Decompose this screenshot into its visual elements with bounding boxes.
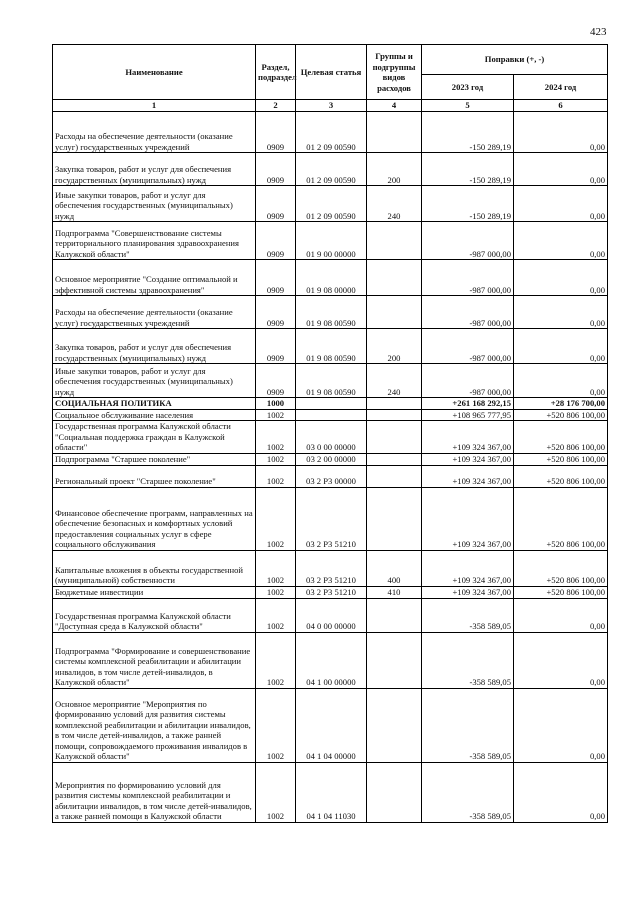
row-amount-2024: +520 806 100,00 [514, 421, 608, 454]
row-expense-group: 400 [367, 550, 422, 586]
row-section: 1002 [256, 465, 296, 487]
row-amount-2024: 0,00 [514, 222, 608, 260]
row-section: 1002 [256, 550, 296, 586]
row-name: Социальное обслуживание населения [53, 409, 256, 421]
row-amount-2024: +520 806 100,00 [514, 453, 608, 465]
row-target-article: 04 0 00 00000 [296, 598, 367, 632]
row-amount-2023: -987 000,00 [422, 364, 514, 398]
row-amount-2024: +520 806 100,00 [514, 550, 608, 586]
row-target-article: 01 9 08 00590 [296, 296, 367, 329]
row-amount-2023: -987 000,00 [422, 329, 514, 364]
budget-amendments-table [52, 44, 608, 823]
row-expense-group: 240 [367, 364, 422, 398]
row-amount-2023: -358 589,05 [422, 688, 514, 762]
row-section: 1002 [256, 688, 296, 762]
row-name: Финансовое обеспечение программ, направленных на обеспечение безопасных и комфортных условий предоставления социальных услуг в сфере социального обслуживания [53, 487, 256, 550]
row-name: Иные закупки товаров, работ и услуг для обеспечения государственных (муниципальных) нужд [53, 364, 256, 398]
row-expense-group [367, 598, 422, 632]
row-target-article [296, 398, 367, 410]
column-number: 1 [53, 100, 256, 112]
table-row [53, 421, 608, 454]
row-expense-group [367, 762, 422, 822]
row-target-article: 01 9 08 00590 [296, 364, 367, 398]
row-expense-group [367, 465, 422, 487]
row-name: Основное мероприятие "Мероприятия по формированию условий для развития системы комплексной реабилитации и абилитации инвалидов, в том числе детей-инвалидов, а также ранней помощи, сопровождаемого проживания инвалидов в Калужской области" [53, 688, 256, 762]
row-target-article: 04 1 04 11030 [296, 762, 367, 822]
row-amount-2024: 0,00 [514, 112, 608, 153]
row-amount-2024: +520 806 100,00 [514, 487, 608, 550]
row-amount-2023: -987 000,00 [422, 222, 514, 260]
header-name: Наименование [53, 45, 256, 100]
row-amount-2023: +109 324 367,00 [422, 550, 514, 586]
row-target-article: 01 9 08 00590 [296, 329, 367, 364]
row-amount-2023: -150 289,19 [422, 186, 514, 222]
row-target-article: 04 1 04 00000 [296, 688, 367, 762]
row-name: Подпрограмма "Старшее поколение" [53, 453, 256, 465]
row-section: 1000 [256, 398, 296, 410]
row-name: Иные закупки товаров, работ и услуг для обеспечения государственных (муниципальных) нужд [53, 186, 256, 222]
table-row [53, 409, 608, 421]
table-row [53, 296, 608, 329]
header-section: Раздел, подраздел [256, 45, 296, 100]
table-row [53, 598, 608, 632]
row-name: Мероприятия по формированию условий для развития системы комплексной реабилитации и абилитации инвалидов, в том числе детей-инвалидов, а также ранней помощи в Калужской области [53, 762, 256, 822]
table-row [53, 762, 608, 822]
row-expense-group: 200 [367, 153, 422, 186]
row-target-article: 03 2 P3 00000 [296, 465, 367, 487]
column-number: 6 [514, 100, 608, 112]
row-name: Государственная программа Калужской области "Социальная поддержка граждан в Калужской области" [53, 421, 256, 454]
page-number: 423 [590, 26, 607, 38]
table-row [53, 632, 608, 688]
row-expense-group [367, 688, 422, 762]
row-target-article: 03 0 00 00000 [296, 421, 367, 454]
row-amount-2024: 0,00 [514, 329, 608, 364]
row-amount-2024: 0,00 [514, 598, 608, 632]
table-row [53, 186, 608, 222]
row-section: 1002 [256, 586, 296, 598]
table-row [53, 586, 608, 598]
row-target-article: 01 2 09 00590 [296, 153, 367, 186]
row-expense-group: 410 [367, 586, 422, 598]
row-section: 0909 [256, 153, 296, 186]
row-name: Закупка товаров, работ и услуг для обеспечения государственных (муниципальных) нужд [53, 153, 256, 186]
row-expense-group [367, 222, 422, 260]
table-row [53, 688, 608, 762]
row-name: Бюджетные инвестиции [53, 586, 256, 598]
column-number: 4 [367, 100, 422, 112]
row-amount-2023: +108 965 777,95 [422, 409, 514, 421]
row-name: Основное мероприятие "Создание оптимальной и эффективной системы здравоохранения" [53, 260, 256, 296]
row-amount-2023: +109 324 367,00 [422, 586, 514, 598]
row-amount-2023: +109 324 367,00 [422, 487, 514, 550]
row-section: 0909 [256, 329, 296, 364]
row-target-article [296, 409, 367, 421]
row-name: Подпрограмма "Совершенствование системы территориального планирования здравоохранения Калужской области" [53, 222, 256, 260]
row-amount-2024: +520 806 100,00 [514, 586, 608, 598]
header-amendments: Поправки (+, -) [422, 45, 608, 75]
table-row [53, 329, 608, 364]
row-expense-group [367, 260, 422, 296]
row-amount-2023: +109 324 367,00 [422, 421, 514, 454]
table-row [53, 112, 608, 153]
row-section: 1002 [256, 762, 296, 822]
row-target-article: 04 1 00 00000 [296, 632, 367, 688]
row-section: 1002 [256, 421, 296, 454]
row-target-article: 03 2 00 00000 [296, 453, 367, 465]
row-amount-2024: 0,00 [514, 632, 608, 688]
header-year-2024: 2024 год [514, 75, 608, 100]
table-row [53, 465, 608, 487]
row-amount-2024: 0,00 [514, 186, 608, 222]
row-name: Расходы на обеспечение деятельности (оказание услуг) государственных учреждений [53, 296, 256, 329]
header-target: Целевая статья [296, 45, 367, 100]
row-section: 1002 [256, 487, 296, 550]
row-amount-2023: -358 589,05 [422, 632, 514, 688]
table-row [53, 453, 608, 465]
column-number: 5 [422, 100, 514, 112]
row-name: СОЦИАЛЬНАЯ ПОЛИТИКА [53, 398, 256, 410]
row-amount-2023: -987 000,00 [422, 296, 514, 329]
row-amount-2024: 0,00 [514, 688, 608, 762]
row-expense-group [367, 398, 422, 410]
row-expense-group: 200 [367, 329, 422, 364]
table-row [53, 487, 608, 550]
row-amount-2024: 0,00 [514, 364, 608, 398]
row-section: 1002 [256, 409, 296, 421]
row-name: Подпрограмма "Формирование и совершенствование системы комплексной реабилитации и абилитации инвалидов, в том числе детей-инвалидов, в Калужской области" [53, 632, 256, 688]
row-section: 1002 [256, 598, 296, 632]
row-section: 0909 [256, 222, 296, 260]
column-numbers-row [53, 100, 608, 112]
row-expense-group [367, 409, 422, 421]
row-amount-2023: -150 289,19 [422, 112, 514, 153]
table-row [53, 398, 608, 410]
column-number: 2 [256, 100, 296, 112]
table-row [53, 260, 608, 296]
row-amount-2023: +109 324 367,00 [422, 465, 514, 487]
row-amount-2023: +109 324 367,00 [422, 453, 514, 465]
row-target-article: 03 2 P3 51210 [296, 550, 367, 586]
row-section: 0909 [256, 364, 296, 398]
row-amount-2023: -150 289,19 [422, 153, 514, 186]
table-row [53, 222, 608, 260]
table-row [53, 550, 608, 586]
row-amount-2024: 0,00 [514, 153, 608, 186]
row-name: Региональный проект "Старшее поколение" [53, 465, 256, 487]
row-amount-2024: 0,00 [514, 296, 608, 329]
row-name: Расходы на обеспечение деятельности (оказание услуг) государственных учреждений [53, 112, 256, 153]
column-number: 3 [296, 100, 367, 112]
row-amount-2024: +28 176 700,00 [514, 398, 608, 410]
row-expense-group [367, 296, 422, 329]
row-name: Государственная программа Калужской области "Доступная среда в Калужской области" [53, 598, 256, 632]
header-year-2023: 2023 год [422, 75, 514, 100]
row-target-article: 01 2 09 00590 [296, 112, 367, 153]
row-target-article: 01 9 00 00000 [296, 222, 367, 260]
row-section: 0909 [256, 296, 296, 329]
row-target-article: 03 2 P3 51210 [296, 586, 367, 598]
row-expense-group [367, 421, 422, 454]
header-groups: Группы и подгруппы видов расходов [367, 45, 422, 100]
row-target-article: 03 2 P3 51210 [296, 487, 367, 550]
row-target-article: 01 9 08 00000 [296, 260, 367, 296]
row-name: Закупка товаров, работ и услуг для обеспечения государственных (муниципальных) нужд [53, 329, 256, 364]
row-section: 0909 [256, 186, 296, 222]
row-amount-2023: -987 000,00 [422, 260, 514, 296]
row-amount-2023: -358 589,05 [422, 598, 514, 632]
row-expense-group [367, 453, 422, 465]
table-row [53, 364, 608, 398]
row-amount-2024: +520 806 100,00 [514, 465, 608, 487]
row-amount-2024: 0,00 [514, 762, 608, 822]
row-expense-group: 240 [367, 186, 422, 222]
row-section: 1002 [256, 453, 296, 465]
row-amount-2024: 0,00 [514, 260, 608, 296]
row-target-article: 01 2 09 00590 [296, 186, 367, 222]
row-expense-group [367, 112, 422, 153]
row-amount-2023: +261 168 292,15 [422, 398, 514, 410]
row-name: Капитальные вложения в объекты государственной (муниципальной) собственности [53, 550, 256, 586]
table-row [53, 153, 608, 186]
row-section: 1002 [256, 632, 296, 688]
table-body [53, 112, 608, 823]
row-expense-group [367, 487, 422, 550]
row-expense-group [367, 632, 422, 688]
row-section: 0909 [256, 260, 296, 296]
row-amount-2023: -358 589,05 [422, 762, 514, 822]
row-amount-2024: +520 806 100,00 [514, 409, 608, 421]
row-section: 0909 [256, 112, 296, 153]
